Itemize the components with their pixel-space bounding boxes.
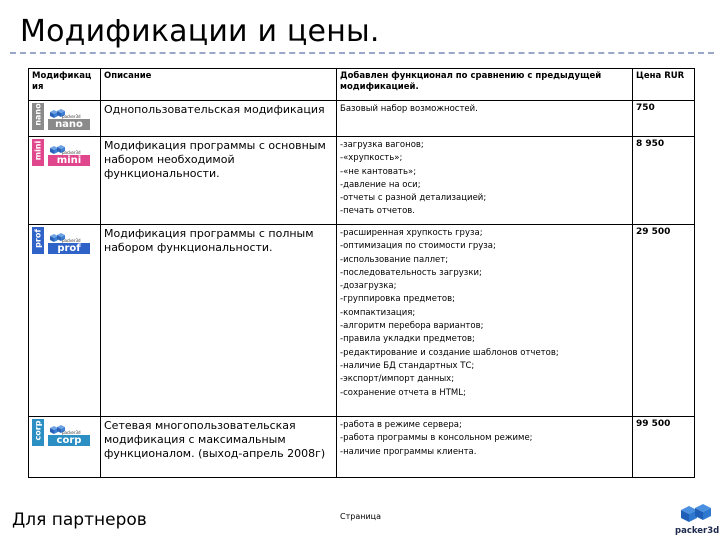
header-features: Добавлен функционал по сравнению с предыдущей модификацией. — [337, 69, 633, 101]
feature-item: -работа в режиме сервера; — [340, 420, 462, 430]
row-description: Модификация программы с полным набором функциональности. — [101, 225, 337, 417]
edition-tag: nano — [48, 119, 90, 130]
header-description: Описание — [101, 69, 337, 101]
slide-title: Модификации и цены. — [20, 14, 380, 49]
feature-item: -группировка предметов; — [340, 294, 455, 305]
cubes-icon — [677, 500, 715, 526]
feature-item: -давление на оси; — [340, 179, 421, 190]
feature-item: -экспорт/импорт данных; — [340, 374, 455, 385]
row-features — [337, 417, 633, 478]
feature-item: -наличие программы клиента. — [340, 446, 477, 457]
feature-item: Базовый набор возможностей. — [340, 104, 478, 114]
feature-item: -печать отчетов. — [340, 206, 416, 217]
row-price: 29 500 — [633, 225, 695, 417]
title-divider — [10, 52, 714, 54]
feature-item: -загрузка вагонов; — [340, 140, 424, 150]
row-features — [337, 101, 633, 137]
feature-item: -отчеты с разной детализацией; — [340, 193, 487, 204]
table-header-row — [29, 69, 695, 101]
footer-brand-logo — [675, 500, 720, 538]
feature-item: -сохранение отчета в HTML; — [340, 387, 466, 398]
edition-tag: prof — [48, 243, 90, 254]
edition-logo-prof — [32, 227, 90, 254]
row-price: 8 950 — [633, 137, 695, 225]
edition-logo-corp — [32, 419, 90, 446]
row-features — [337, 225, 633, 417]
footer-brand-name: packer3d — [675, 526, 720, 536]
row-price: 99 500 — [633, 417, 695, 478]
footer-partners-label: Для партнеров — [12, 510, 147, 530]
edition-logo-cell — [29, 137, 101, 225]
header-modification: Модификац ия — [29, 69, 101, 101]
row-description: Сетевая многопользовательская модификация с максимальным функционалом. (выход-апрель 2008г) — [101, 417, 337, 478]
feature-item: -работа программы в консольном режиме; — [340, 433, 533, 444]
table-row — [29, 101, 695, 137]
feature-item: -расширенная хрупкость груза; — [340, 228, 483, 238]
footer-page-label: Страница — [340, 512, 382, 521]
feature-item: -редактирование и создание шаблонов отчетов; — [340, 347, 559, 358]
row-features — [337, 137, 633, 225]
feature-item: -«хрупкость»; — [340, 153, 403, 164]
feature-item: -компактизация; — [340, 307, 416, 318]
edition-brand: packer3d — [62, 238, 81, 243]
edition-logo-mini — [32, 139, 90, 166]
edition-logo-nano — [32, 103, 90, 130]
feature-item: -последовательность загрузки; — [340, 267, 482, 278]
edition-side-label: corp — [33, 420, 43, 441]
edition-logo-cell — [29, 417, 101, 478]
table-row — [29, 137, 695, 225]
edition-brand: packer3d — [62, 430, 81, 435]
row-description: Модификация программы с основным набором необходимой функциональности. — [101, 137, 337, 225]
edition-logo-cell — [29, 101, 101, 137]
feature-item: -оптимизация по стоимости груза; — [340, 241, 496, 252]
header-price: Цена RUR — [633, 69, 695, 101]
row-price: 750 — [633, 101, 695, 137]
table-row — [29, 417, 695, 478]
edition-logo-cell — [29, 225, 101, 417]
feature-item: -наличие БД стандартных ТС; — [340, 360, 475, 371]
edition-brand: packer3d — [62, 150, 81, 155]
edition-side-label: prof — [33, 229, 43, 248]
feature-item: -использование паллет; — [340, 254, 449, 265]
edition-side-label: mini — [33, 140, 43, 161]
row-description: Однопользовательская модификация — [101, 101, 337, 137]
feature-item: -правила укладки предметов; — [340, 334, 475, 345]
feature-item: -«не кантовать»; — [340, 166, 417, 177]
pricing-table — [28, 68, 695, 478]
feature-item: -алгоритм перебора вариантов; — [340, 321, 484, 332]
feature-item: -дозагрузка; — [340, 281, 397, 292]
edition-tag: mini — [48, 155, 90, 166]
edition-brand: packer3d — [62, 114, 81, 119]
table-row — [29, 225, 695, 417]
edition-side-label: nano — [33, 103, 43, 126]
edition-tag: corp — [48, 435, 90, 446]
